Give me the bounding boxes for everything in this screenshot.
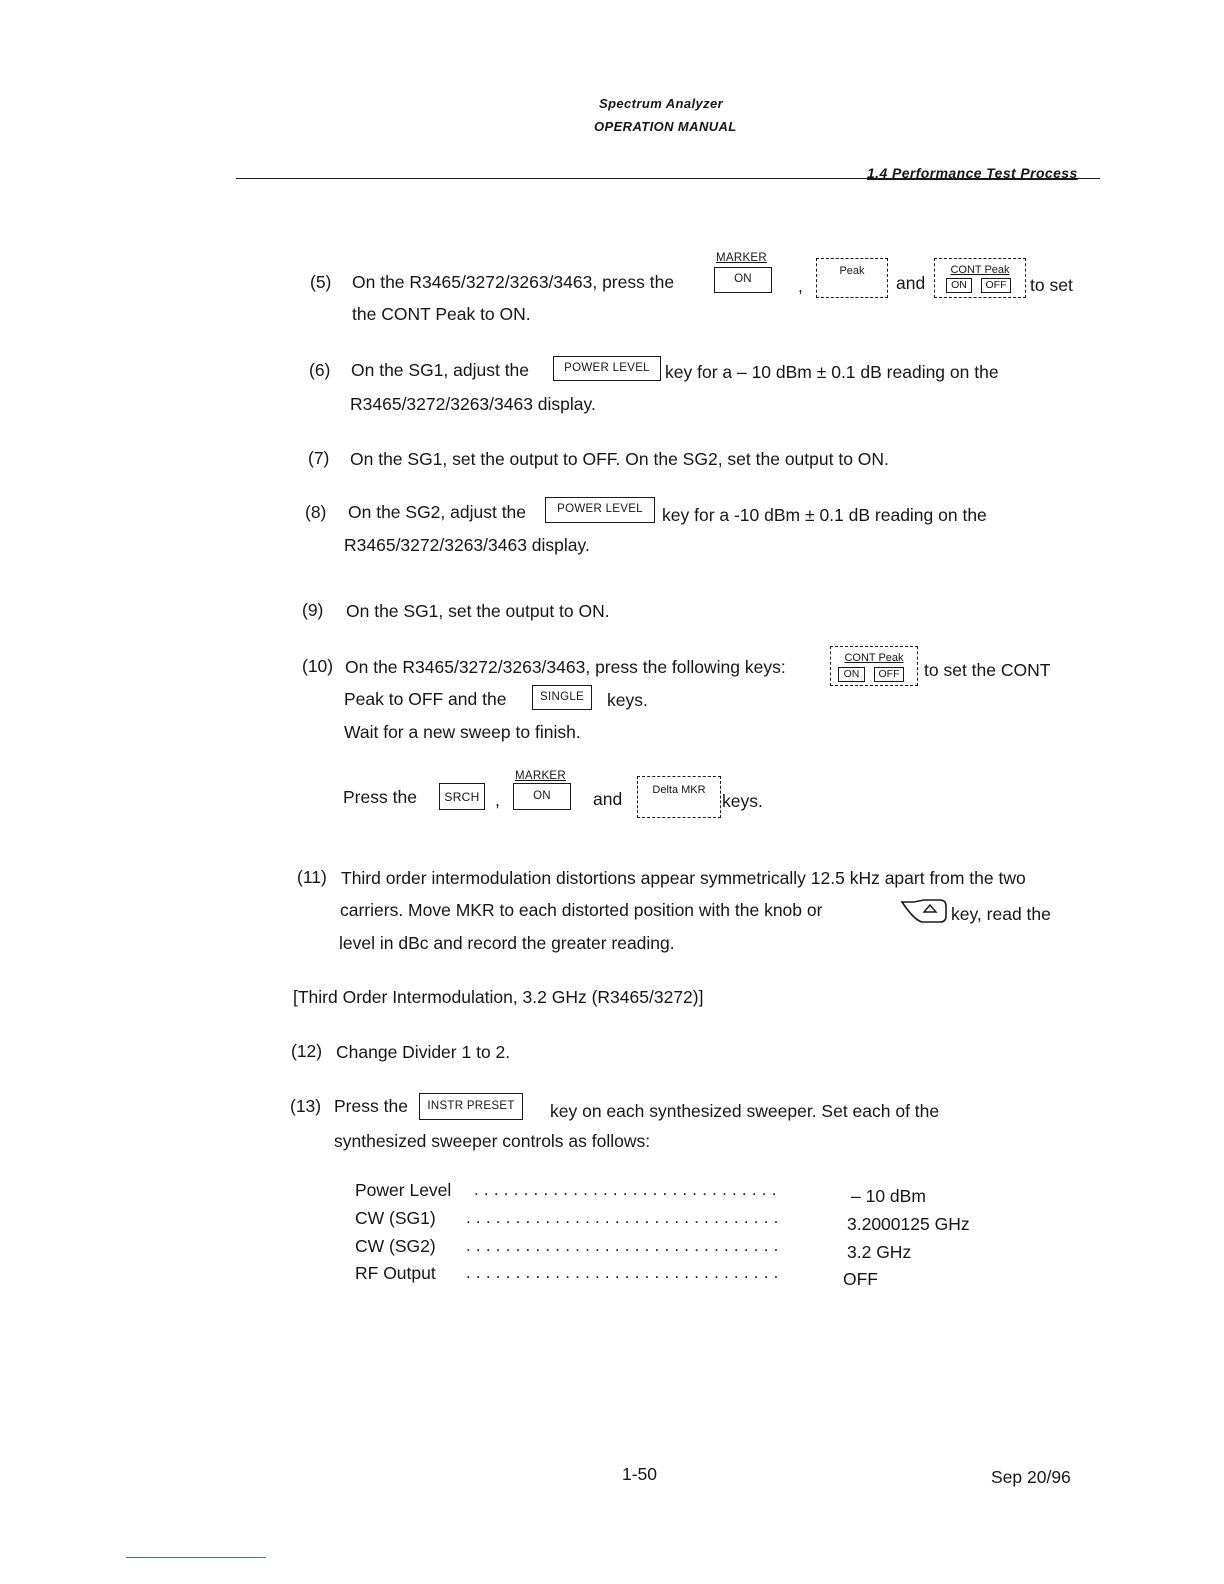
section-subheading: [Third Order Intermodulation, 3.2 GHz (R3465/3272)] [293,987,704,1007]
search-key[interactable]: SRCH [439,783,485,810]
setting-value: 3.2000125 GHz [847,1214,970,1234]
step-number: (8) [305,502,327,522]
step-text: carriers. Move MKR to each distorted position with the knob or [340,900,823,920]
step-number: (11) [297,867,327,887]
header-subtitle: OPERATION MANUAL [594,119,737,134]
setting-value: – 10 dBm [851,1186,926,1206]
step-text: On the SG1, adjust the [351,360,530,380]
leader-dots: ................................ [466,1263,784,1282]
step-number: (13) [290,1096,322,1116]
revision-date: Sep 20/96 [991,1467,1071,1487]
setting-label: CW (SG1) [355,1208,436,1228]
step-text: Third order intermodulation distortions appear symmetrically 12.5 kHz apart from the two [341,868,1026,888]
step-number: (5) [310,272,332,292]
header-title: Spectrum Analyzer [599,96,724,111]
footer-link-rule [126,1557,266,1558]
setting-label: Power Level [355,1180,452,1200]
step-text: R3465/3272/3263/3463 display. [350,394,596,414]
step-number: (9) [302,600,324,620]
instr-preset-key[interactable]: INSTR PRESET [419,1093,523,1120]
delta-mkr-label: Delta MKR [652,784,706,796]
cont-on-key[interactable]: ON [946,278,972,293]
step-text: key, read the [951,904,1051,924]
single-key[interactable]: SINGLE [532,685,592,710]
marker-key-caption: MARKER [515,770,567,782]
step-left-icon[interactable] [900,896,948,924]
step-number: (12) [291,1041,323,1061]
step-text: Wait for a new sweep to finish. [344,722,581,742]
step-number: (7) [308,448,330,468]
leader-dots: ................................ [466,1236,784,1255]
step-text: key for a – 10 dBm ± 0.1 dB reading on the [665,362,999,382]
step-text: On the SG1, set the output to ON. [346,601,610,621]
power-level-key[interactable]: POWER LEVEL [553,356,661,381]
cont-off-key[interactable]: OFF [981,278,1011,293]
step-text: key on each synthesized sweeper. Set each of the [550,1101,940,1121]
setting-value: 3.2 GHz [847,1242,912,1262]
step-number: (10) [302,656,334,676]
cont-peak-label: CONT Peak [950,264,1010,276]
step-left-icon-glyph [900,896,948,924]
step-text: keys. [722,791,763,811]
separator: , [495,790,500,810]
leader-dots: ................................ [466,1208,784,1227]
setting-value: OFF [843,1269,878,1289]
setting-label: RF Output [355,1263,436,1283]
step-text: Change Divider 1 to 2. [336,1042,511,1062]
peak-softkey-label: Peak [839,265,865,277]
marker-key-caption: MARKER [716,252,768,264]
cont-peak-softkey[interactable] [830,646,918,686]
cont-peak-label: CONT Peak [844,652,904,664]
connector-text: and [896,273,926,293]
leader-dots: ............................... [474,1180,782,1199]
step-text: key for a -10 dBm ± 0.1 dB reading on the [662,505,987,525]
step-text: Peak to OFF and the [344,689,507,709]
section-title: 1.4 Performance Test Process [867,165,1078,181]
step-text: On the R3465/3272/3263/3463, press the [352,272,675,292]
setting-label: CW (SG2) [355,1236,436,1256]
step-text: the CONT Peak to ON. [352,304,531,324]
step-text: synthesized sweeper controls as follows: [334,1131,651,1151]
marker-on-key[interactable]: ON [513,783,571,810]
step-text: Press the [334,1096,408,1116]
step-text: keys. [607,690,648,710]
delta-mkr-softkey[interactable] [637,776,721,818]
cont-off-key[interactable]: OFF [874,667,904,682]
step-text: to set the CONT [924,660,1051,680]
step-text: R3465/3272/3263/3463 display. [344,535,590,555]
step-text: On the SG1, set the output to OFF. On the SG2, set the output to ON. [350,449,889,469]
step-text: On the SG2, adjust the [348,502,527,522]
page-number: 1-50 [622,1464,658,1484]
step-number: (6) [309,360,331,380]
cont-on-key[interactable]: ON [838,667,865,682]
power-level-key[interactable]: POWER LEVEL [545,497,655,523]
step-text: Press the [343,787,417,807]
peak-softkey[interactable] [816,258,888,298]
step-text: level in dBc and record the greater reading. [339,933,675,953]
marker-on-key[interactable]: ON [714,267,772,293]
step-text: to set [1030,275,1073,295]
separator: , [798,276,803,296]
step-text: On the R3465/3272/3263/3463, press the following keys: [345,657,786,677]
connector-text: and [593,789,623,809]
cont-peak-softkey[interactable] [934,258,1026,298]
